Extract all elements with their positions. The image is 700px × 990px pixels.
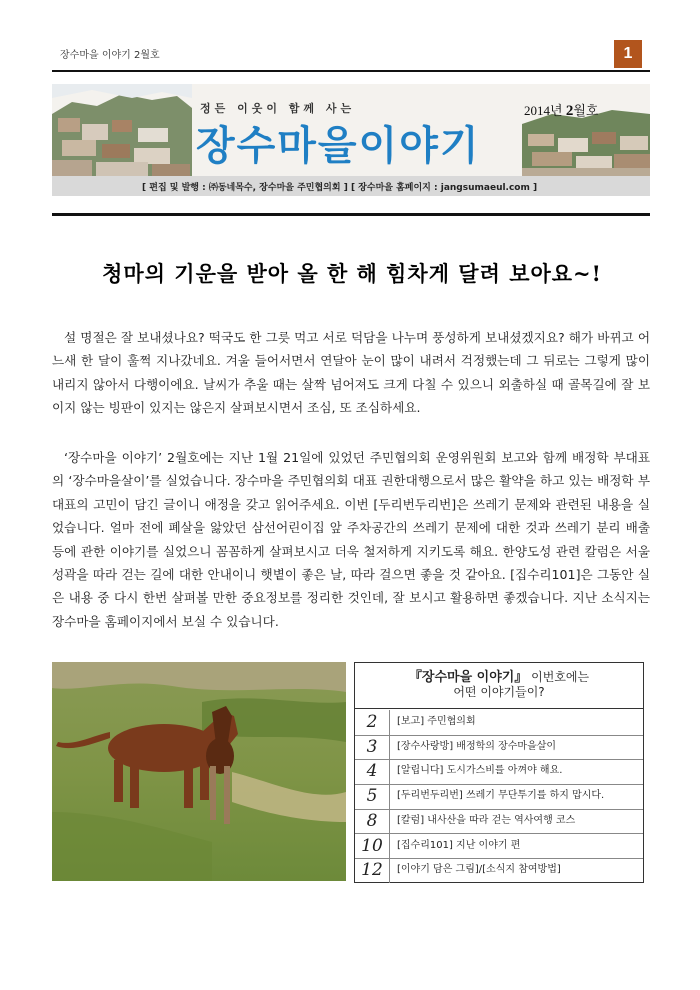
issue-suffix: 월호: [573, 103, 599, 118]
toc-page-number: 5: [355, 784, 390, 809]
toc-item-text: [장수사랑방] 배정학의 장수마을살이: [397, 740, 557, 752]
toc-page-number: 8: [355, 809, 390, 834]
running-header-title: 장수마을 이야기 2월호: [60, 50, 160, 61]
issue-year: 2014년: [524, 103, 563, 118]
table-of-contents: [354, 662, 644, 883]
toc-row: [355, 784, 643, 810]
toc-row: [355, 858, 643, 883]
masthead-credits: [ 편집 및 발행 : ㈜동네목수, 장수마을 주민협의회 ] [ 장수마을 홈페이지 : jangsumaeul.com ]: [142, 183, 538, 193]
toc-page-number: 3: [355, 735, 390, 760]
toc-row: [355, 809, 643, 835]
toc-row: [355, 759, 643, 785]
toc-item-text: [집수리101] 지난 이야기 편: [397, 839, 521, 851]
toc-page-number: 4: [355, 759, 390, 784]
toc-heading-line2: 어떤 이야기들이?: [453, 685, 545, 699]
toc-heading: [355, 663, 643, 709]
toc-item-text: [알립니다] 도시가스비를 아껴야 해요.: [397, 765, 563, 777]
header-rule: [52, 70, 650, 72]
masthead-tagline: 정든 이웃이 함께 사는: [200, 102, 356, 115]
intro-paragraph: 설 명절은 잘 보내셨나요? 떡국도 한 그릇 먹고 서로 덕담을 나누며 풍성하게 보내셨겠지요? 해가 바뀌고 어느새 한 달이 훌쩍 지나갔네요. 겨울 들어서면서 연달아 눈이 많이 내려서 걱정했는데 그 뒤로는 그렇게 많이 내리지 않아서 다행이에요. 날씨가 추울 때는 살짝 넘어져도 크게 다칠 수 있으니 외출하실 때 골목길에 잘 보이지 않는 빙판이 있지는 않은지 살펴보시면서 조심, 또 조심하세요.: [52, 330, 650, 416]
masthead-title: 장수마을이야기: [196, 123, 481, 169]
horses-photo: [52, 662, 346, 881]
toc-row: [355, 834, 643, 860]
toc-page-number: 2: [355, 710, 390, 735]
toc-page-number: 10: [355, 834, 390, 859]
toc-row: [355, 735, 643, 761]
toc-item-text: [보고] 주민협의회: [397, 716, 476, 727]
issue-month: 2: [565, 103, 574, 119]
toc-row: [355, 710, 643, 736]
toc-heading-rest: 이번호에는: [527, 670, 590, 684]
page-number-badge: 1: [614, 40, 642, 68]
horses-image: [52, 662, 346, 881]
toc-page-number: 12: [355, 858, 390, 883]
issue-label: [524, 100, 598, 120]
toc-item-text: [칼럼] 내사산을 따라 걷는 역사여행 코스: [397, 814, 576, 826]
masthead-rule: [52, 213, 650, 216]
contents-paragraph: ‘장수마을 이야기’ 2월호에는 지난 1월 21일에 있었던 주민협의회 운영위원회 보고와 함께 배정학 부대표의 ‘장수마을살이’를 실었습니다. 장수마을 주민협의회 대표 권한대행으로서 많은 활약을 하고 있는 배정학 부대표의 고민이 담긴 글이니 애정을 갖고 읽어주세요. 이번 [두리번두리번]은 쓰레기 문제와 관련된 내용을 실었습니다. 얼마 전에 폐살을 앓았던 삼선어린이집 앞 주차공간의 쓰레기 문제에 대한 것과 쓰레기 분리 배출 등에 관한 이야기를 실었으니 꼼꼼하게 살펴보시고 더욱 철저하게 지키도록 해요. 한양도성 관련 칼럼은 서울 성곽을 따라 걷는 길에 대한 안내이니 햇볕이 좋은 날, 따라 걸으면 좋을 것 같아요. [집수리101]은 그동안 실은 내용 중 다시 한번 살펴볼 만한 중요정보를 정리한 것인데, 잘 보시고 활용하면 좋겠습니다. 지난 소식지는 장수마을 홈페이지에서 보실 수 있습니다.: [52, 450, 650, 629]
headline: 청마의 기운을 받아 올 한 해 힘차게 달려 보아요~!: [102, 261, 602, 286]
toc-heading-title: 『장수마을 이야기』: [408, 670, 528, 685]
toc-item-text: [두리번두리번] 쓰레기 무단투기를 하지 맙시다.: [397, 790, 605, 802]
toc-item-text: [이야기 담은 그림]/[소식지 참여방법]: [397, 864, 561, 876]
